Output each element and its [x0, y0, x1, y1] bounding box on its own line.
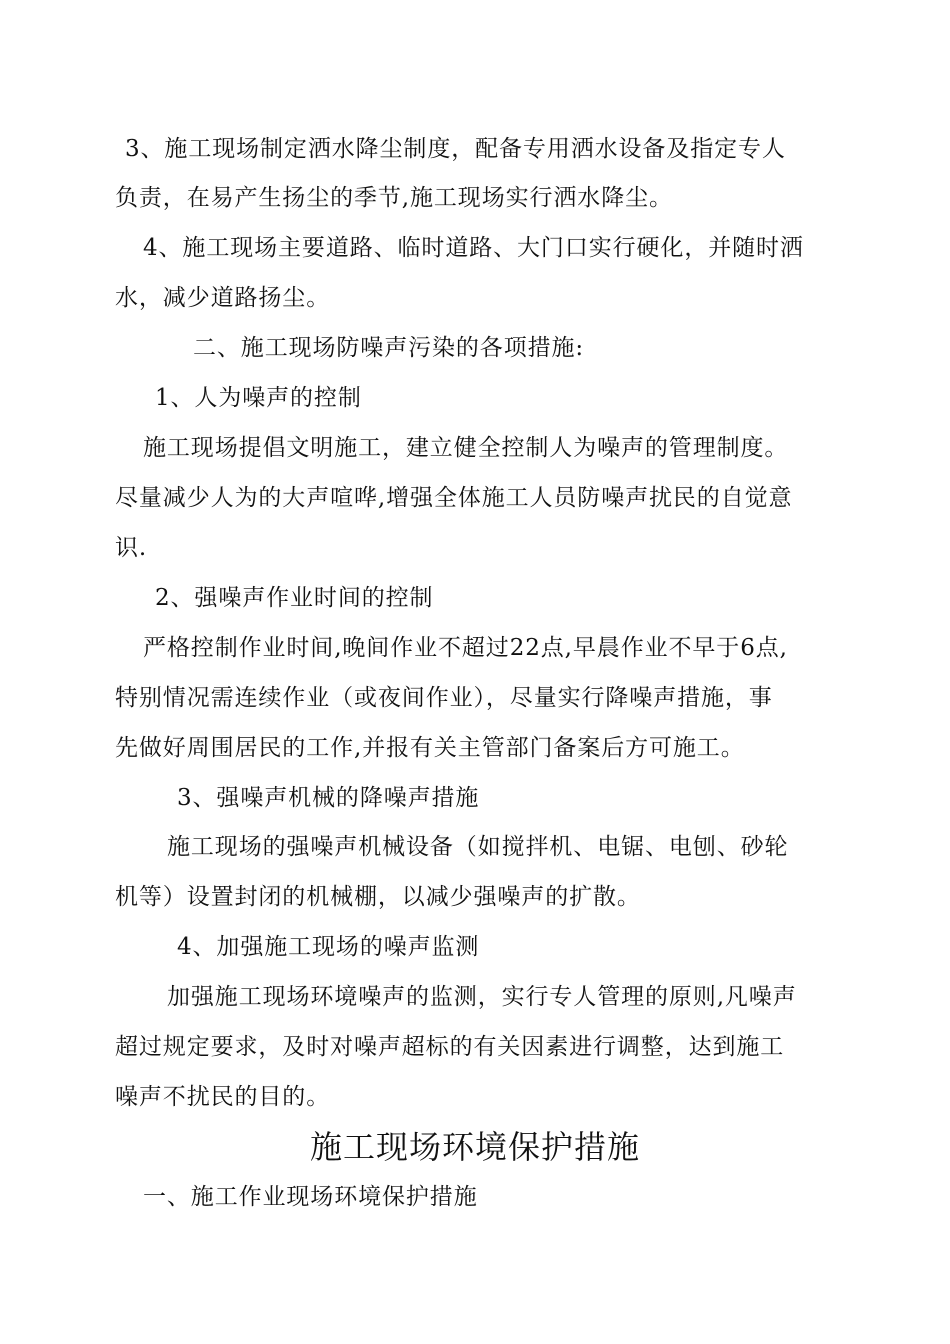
- paragraph-line: 4、施工现场主要道路、临时道路、大门口实行硬化，并随时洒: [143, 235, 804, 261]
- paragraph-line: 识.: [115, 535, 148, 561]
- paragraph-line: 施工现场提倡文明施工，建立健全控制人为噪声的管理制度。: [143, 435, 789, 461]
- subsection-heading: 1、人为噪声的控制: [155, 385, 362, 411]
- subsection-heading: 4、加强施工现场的噪声监测: [177, 934, 480, 960]
- paragraph-line: 尽量减少人为的大声喧哗,增强全体施工人员防噪声扰民的自觉意: [115, 485, 793, 511]
- paragraph-line: 噪声不扰民的目的。: [115, 1084, 331, 1110]
- paragraph-line: 水，减少道路扬尘。: [115, 285, 331, 311]
- section-heading: 一、施工作业现场环境保护措施: [143, 1184, 478, 1210]
- paragraph-line: 先做好周围居民的工作,并报有关主管部门备案后方可施工。: [115, 735, 745, 761]
- subsection-heading: 3、强噪声机械的降噪声措施: [177, 785, 480, 811]
- page-title: 施工现场环境保护措施: [309, 1128, 640, 1166]
- paragraph-line: 特别情况需连续作业（或夜间作业），尽量实行降噪声措施，事: [115, 685, 773, 711]
- paragraph-line: 机等）设置封闭的机械棚，以减少强噪声的扩散。: [115, 884, 641, 910]
- paragraph-line: 施工现场的强噪声机械设备（如搅拌机、电锯、电刨、砂轮: [167, 834, 789, 860]
- paragraph-line: 严格控制作业时间,晚间作业不超过22点,早晨作业不早于6点,: [143, 635, 788, 661]
- paragraph-line: 超过规定要求，及时对噪声超标的有关因素进行调整，达到施工: [115, 1034, 785, 1060]
- paragraph-line: 负责，在易产生扬尘的季节,施工现场实行洒水降尘。: [115, 185, 673, 211]
- section-heading: 二、施工现场防噪声污染的各项措施:: [193, 335, 585, 361]
- paragraph-line: 3、施工现场制定洒水降尘制度，配备专用洒水设备及指定专人: [125, 136, 786, 162]
- subsection-heading: 2、强噪声作业时间的控制: [155, 585, 434, 611]
- paragraph-line: 加强施工现场环境噪声的监测，实行专人管理的原则,凡噪声: [167, 984, 797, 1010]
